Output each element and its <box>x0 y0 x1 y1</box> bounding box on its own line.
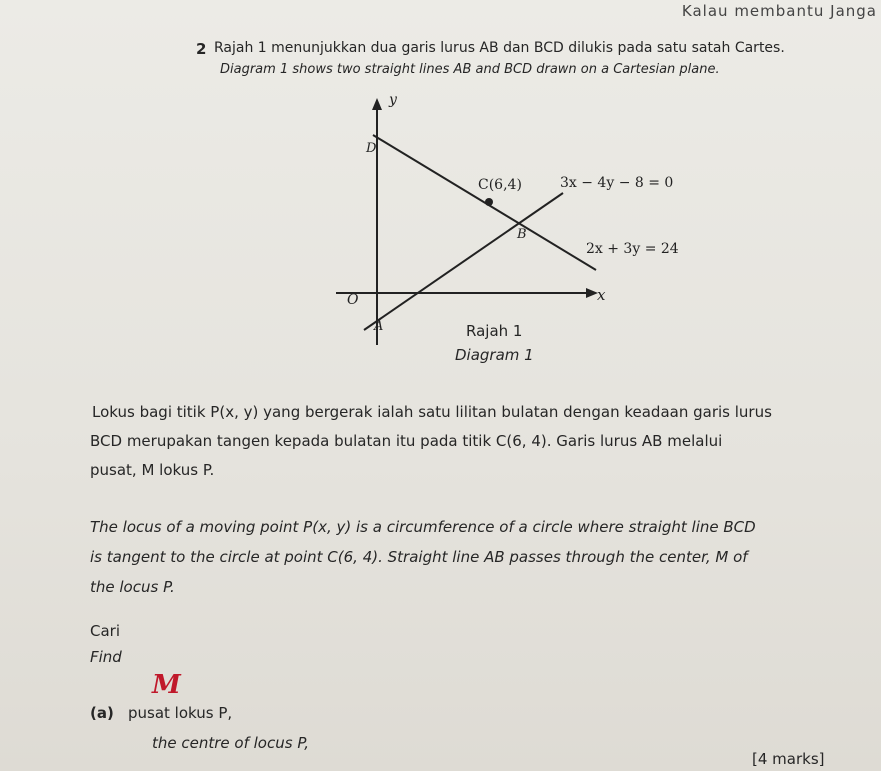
cari-label: Cari <box>90 622 120 640</box>
origin-label: O <box>347 292 359 308</box>
paragraph-english-line-3: the locus P. <box>90 578 175 596</box>
point-a-label: A <box>374 319 384 334</box>
equation-bcd: 2x + 3y = 24 <box>586 241 679 257</box>
diagram-caption-malay: Rajah 1 <box>466 322 523 340</box>
paragraph-malay-line-1: Lokus bagi titik P(x, y) yang bergerak ialah satu lilitan bulatan dengan keadaan garis lurus <box>92 403 772 421</box>
part-a-english: the centre of locus P, <box>152 734 310 752</box>
paragraph-english-line-2: is tangent to the circle at point C(6, 4). Straight line AB passes through the center, M of <box>90 548 748 566</box>
line-ab <box>364 193 563 330</box>
paragraph-malay-line-3: pusat, M lokus P. <box>90 461 215 479</box>
part-a-malay: pusat lokus P, <box>128 704 233 722</box>
y-axis-label: y <box>389 92 397 108</box>
y-axis-arrow-icon <box>372 98 382 110</box>
question-intro-english: Diagram 1 shows two straight lines AB and BCD drawn on a Cartesian plane. <box>220 62 720 77</box>
question-number: 2 <box>196 40 207 58</box>
x-axis-label: x <box>597 286 606 304</box>
diagram-caption-english: Diagram 1 <box>455 346 534 364</box>
header-note: Kalau membantu Janga <box>681 2 877 20</box>
point-c-marker <box>485 198 493 206</box>
line-bcd <box>373 135 596 270</box>
part-a-label: (a) <box>90 704 114 722</box>
paragraph-malay-line-2: BCD merupakan tangen kepada bulatan itu pada titik C(6, 4). Garis lurus AB melalui <box>90 432 723 450</box>
paragraph-english-line-1: The locus of a moving point P(x, y) is a circumference of a circle where straight line BCD <box>90 518 756 536</box>
point-c-label: C(6,4) <box>478 177 522 193</box>
find-label: Find <box>90 648 122 666</box>
point-b-label: B <box>517 227 527 242</box>
marks-label: [4 marks] <box>752 750 825 768</box>
question-intro-malay: Rajah 1 menunjukkan dua garis lurus AB dan BCD dilukis pada satu satah Cartes. <box>214 40 785 56</box>
handwritten-annotation: M <box>152 670 181 700</box>
point-d-label: D <box>366 141 377 156</box>
equation-ab: 3x − 4y − 8 = 0 <box>560 175 674 191</box>
